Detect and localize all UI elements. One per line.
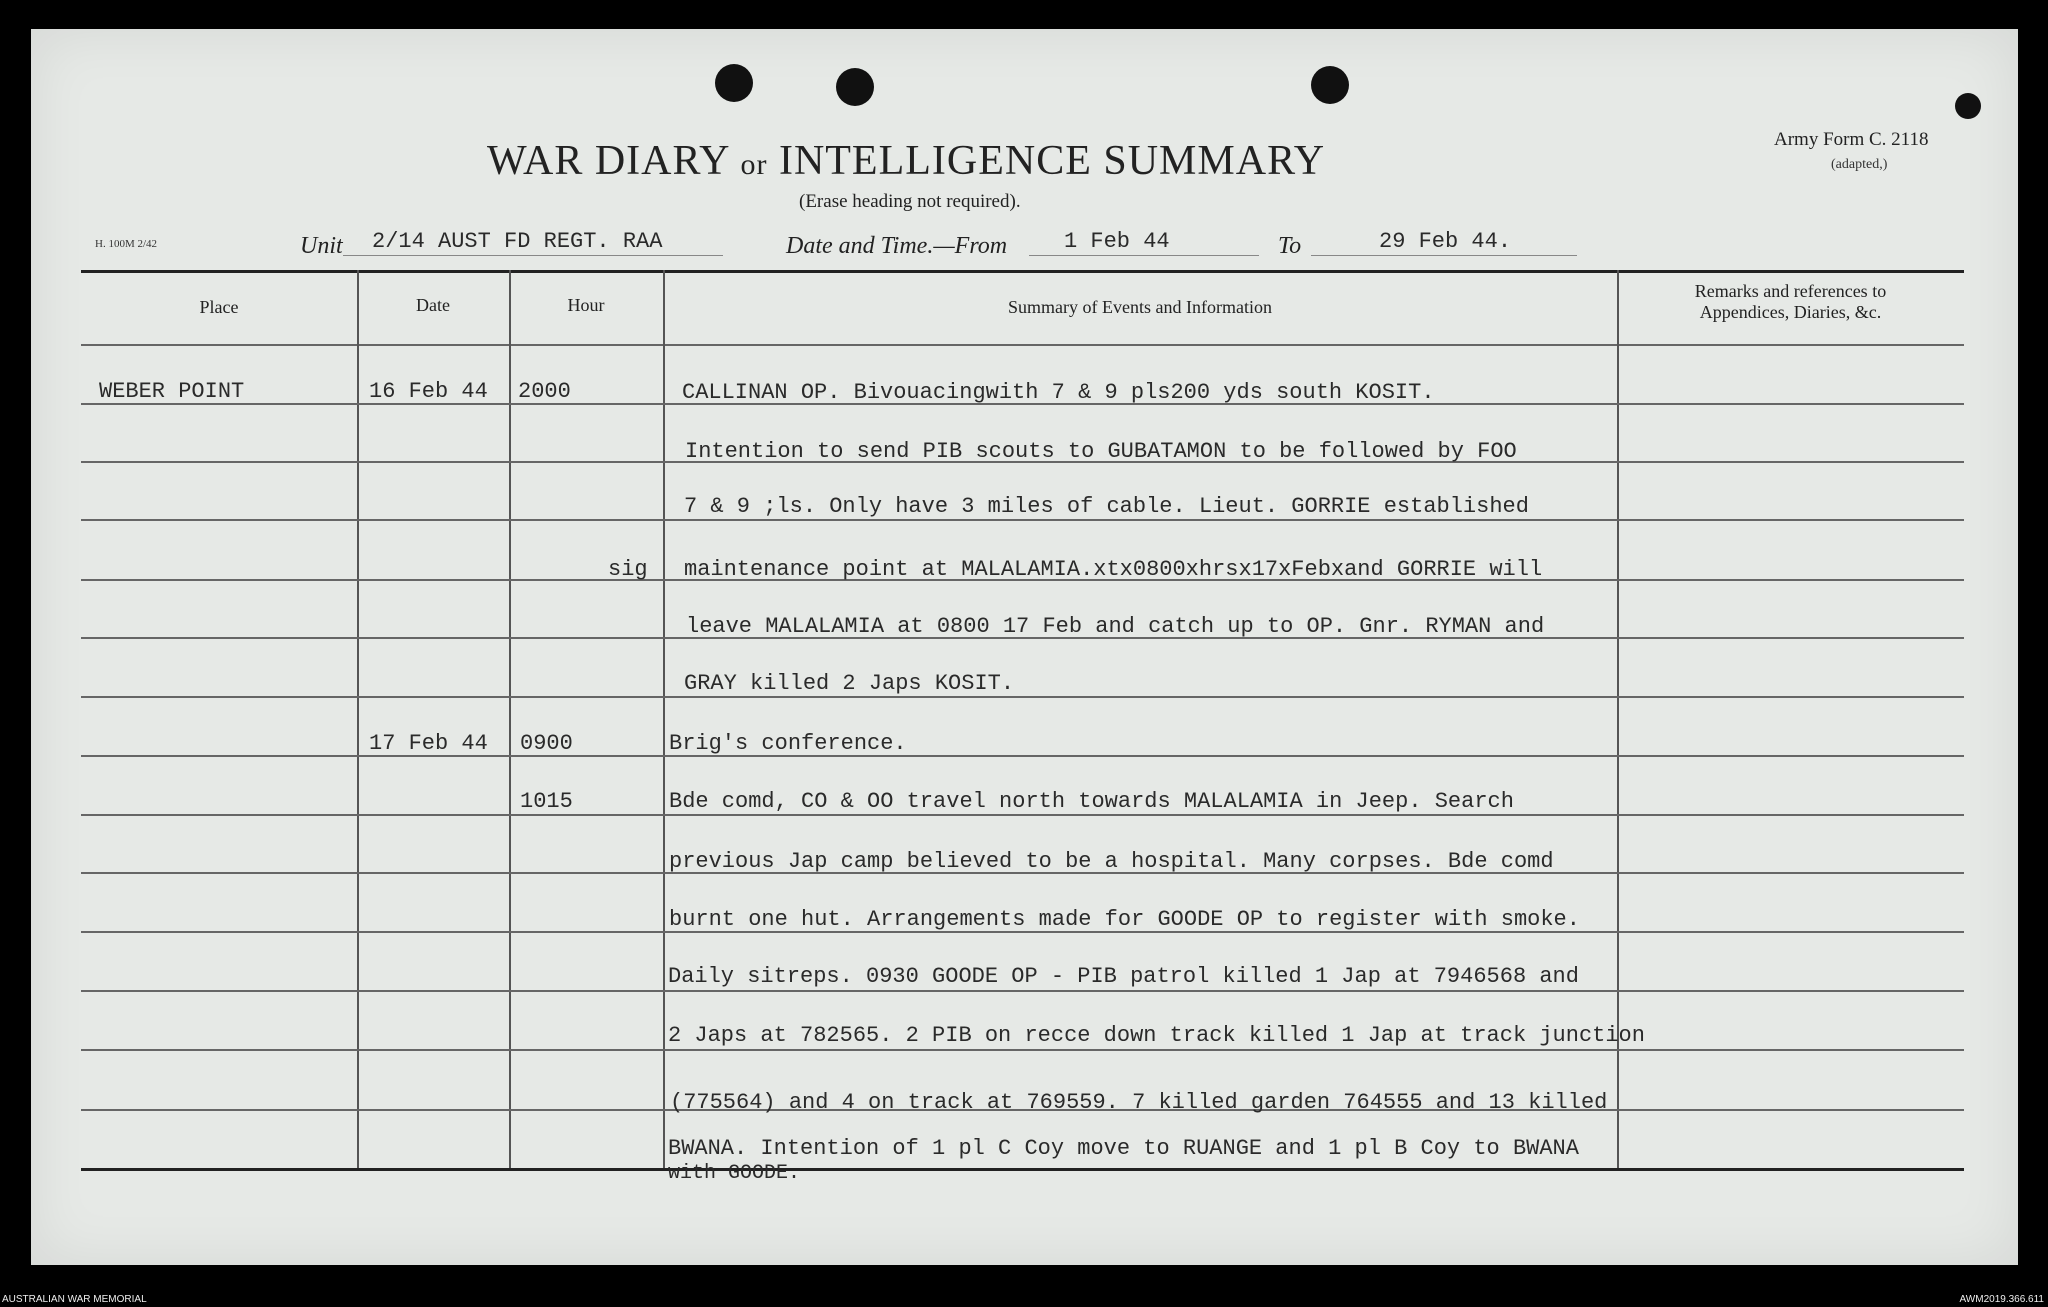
entry-text: Daily sitreps. 0930 GOODE OP - PIB patrol killed 1 Jap at 7946568 and bbox=[668, 964, 1579, 989]
entry-date: 17 Feb 44 bbox=[369, 731, 488, 756]
page-title bbox=[487, 137, 1325, 185]
col-header-remarks bbox=[1617, 281, 1964, 323]
diary-page bbox=[31, 29, 2018, 1265]
entry-hour: 1015 bbox=[520, 789, 573, 814]
unit-value: 2/14 AUST FD REGT. RAA bbox=[372, 229, 663, 254]
entry-text: Bde comd, CO & OO travel north towards MALALAMIA in Jeep. Search bbox=[669, 789, 1514, 814]
army-form-sub: (adapted,) bbox=[1831, 157, 1888, 172]
title-or: or bbox=[740, 148, 768, 181]
ruled-line bbox=[81, 1049, 1964, 1051]
punch-hole bbox=[1311, 66, 1349, 104]
remarks-line1: Remarks and references to bbox=[1694, 281, 1887, 301]
date-from-value: 1 Feb 44 bbox=[1064, 229, 1170, 254]
entry-text: BWANA. Intention of 1 pl C Coy move to RUANGE and 1 pl B Coy to BWANA bbox=[668, 1136, 1579, 1161]
title-right: INTELLIGENCE SUMMARY bbox=[778, 138, 1326, 184]
table-top-border bbox=[81, 270, 1964, 273]
col-header-date: Date bbox=[416, 295, 450, 315]
punch-hole bbox=[715, 64, 753, 102]
column-divider bbox=[357, 270, 359, 1168]
entry-hour: 0900 bbox=[520, 731, 573, 756]
entry-text: leave MALALAMIA at 0800 17 Feb and catch up to OP. Gnr. RYMAN and bbox=[686, 614, 1545, 639]
column-divider bbox=[509, 270, 511, 1168]
header-bottom-border bbox=[81, 344, 1964, 346]
footer-credit: AUSTRALIAN WAR MEMORIAL bbox=[2, 1294, 147, 1305]
col-header-summary: Summary of Events and Information bbox=[1008, 297, 1272, 317]
col-header-hour: Hour bbox=[567, 295, 605, 315]
entry-text: GRAY killed 2 Japs KOSIT. bbox=[684, 671, 1015, 696]
date-to-value: 29 Feb 44. bbox=[1379, 229, 1512, 254]
army-form-label: Army Form C. 2118 bbox=[1774, 129, 1929, 150]
punch-hole bbox=[1955, 93, 1981, 119]
entry-date: 16 Feb 44 bbox=[369, 379, 488, 404]
subtitle: (Erase heading not required). bbox=[799, 191, 1021, 212]
entry-text: burnt one hut. Arrangements made for GOODE OP to register with smoke. bbox=[669, 907, 1580, 932]
ruled-line bbox=[81, 755, 1964, 757]
col-header-place: Place bbox=[199, 297, 239, 317]
entry-text: 7 & 9 ;ls. Only have 3 miles of cable. Lieut. GORRIE established bbox=[684, 494, 1529, 519]
entry-text: Intention to send PIB scouts to GUBATAMON to be followed by FOO bbox=[685, 439, 1517, 464]
entry-text: (775564) and 4 on track at 769559. 7 killed garden 764555 and 13 killed bbox=[670, 1090, 1608, 1115]
unit-underline bbox=[343, 255, 723, 256]
ruled-line bbox=[81, 696, 1964, 698]
entry-text: Brig's conference. bbox=[669, 731, 907, 756]
unit-label: Unit bbox=[300, 233, 343, 259]
column-divider bbox=[663, 270, 665, 1168]
table-bottom-border bbox=[81, 1168, 1964, 1171]
entry-text: previous Jap camp believed to be a hospital. Many corpses. Bde comd bbox=[669, 849, 1554, 874]
title-left: WAR DIARY bbox=[487, 138, 729, 184]
entry-text: 2 Japs at 782565. 2 PIB on recce down track killed 1 Jap at track junction bbox=[668, 1023, 1645, 1048]
punch-hole bbox=[836, 68, 874, 106]
entry-place: WEBER POINT bbox=[99, 379, 245, 404]
entry-text: with GOODE. bbox=[668, 1162, 801, 1185]
ruled-line bbox=[81, 990, 1964, 992]
footer-reference: AWM2019.366.611 bbox=[1959, 1294, 2044, 1305]
date-from-label: Date and Time.—From bbox=[786, 233, 1008, 259]
date-to-underline bbox=[1311, 255, 1577, 256]
ruled-line bbox=[81, 519, 1964, 521]
date-to-label: To bbox=[1278, 233, 1302, 259]
entry-text: CALLINAN OP. Bivouacingwith 7 & 9 pls200 yds south KOSIT. bbox=[682, 380, 1435, 405]
ruled-line bbox=[81, 814, 1964, 816]
entry-hour: sig bbox=[608, 557, 648, 582]
date-from-underline bbox=[1029, 255, 1259, 256]
remarks-line2: Appendices, Diaries, &c. bbox=[1699, 302, 1882, 322]
entry-hour: 2000 bbox=[518, 379, 571, 404]
entry-text: maintenance point at MALALAMIA.xtx0800xhrsx17xFebxand GORRIE will bbox=[684, 557, 1543, 582]
form-code: H. 100M 2/42 bbox=[95, 238, 158, 250]
